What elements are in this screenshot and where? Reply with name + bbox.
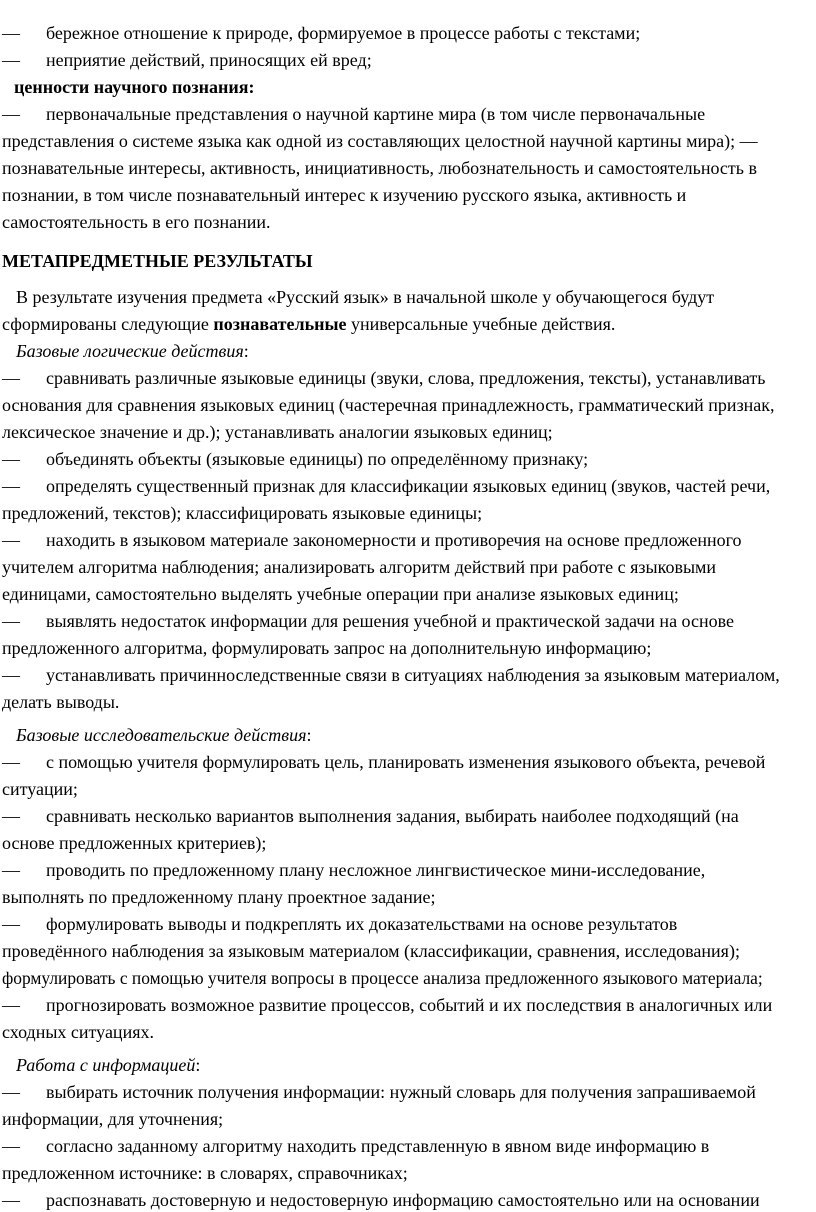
dash: —: [2, 104, 20, 124]
text-line: сходных ситуациях.: [2, 1022, 154, 1042]
dash: —: [2, 752, 20, 772]
list-item-text: прогнозировать возможное развитие процессов, событий и их последствия в аналогичных или: [46, 995, 773, 1015]
dash: —: [2, 914, 20, 934]
list-item: [2, 913, 677, 935]
dash: —: [2, 530, 20, 550]
list-item-text: неприятие действий, приносящих ей вред;: [46, 50, 372, 70]
text-line: основания для сравнения языковых единиц (частеречная принадлежность, грамматический признак,: [2, 395, 775, 415]
subsection-title: [16, 1054, 200, 1076]
list-item-text: сравнивать различные языковые единицы (звуки, слова, предложения, тексты), устанавливать: [46, 368, 766, 388]
text-line: основе предложенных критериев);: [2, 833, 267, 853]
dash: —: [2, 1082, 20, 1102]
list-item-text: первоначальные представления о научной картине мира (в том числе первоначальные: [46, 104, 706, 124]
list-item: [2, 1081, 756, 1103]
text: сформированы следующие: [2, 314, 214, 334]
list-item-text: определять существенный признак для классификации языковых единиц (звуков, частей речи,: [46, 476, 771, 496]
paragraph-line: [2, 313, 615, 335]
text: универсальные учебные действия.: [346, 314, 616, 334]
list-item: [2, 367, 765, 389]
list-item: [2, 751, 765, 773]
italic-text: Базовые исследовательские действия: [16, 725, 307, 745]
list-item-text: согласно заданному алгоритму находить представленную в явном виде информацию в: [46, 1136, 710, 1156]
bold-text: познавательные: [213, 314, 347, 334]
text-line: учителем алгоритма наблюдения; анализировать алгоритм действий при работе с языковыми: [2, 557, 717, 577]
list-item: [2, 475, 770, 497]
list-item: [2, 1135, 709, 1157]
list-item: [2, 664, 780, 686]
text-line: познавательные интересы, активность, инициативность, любознательность и самостоятельность в: [2, 158, 757, 178]
text-line: [2, 130, 758, 152]
dash: —: [2, 476, 20, 496]
dash: —: [2, 1190, 20, 1210]
subsection-title: [16, 724, 312, 746]
list-item: [2, 1189, 760, 1211]
text-line: познании, в том числе познавательный интерес к изучению русского языка, активность и: [2, 185, 687, 205]
dash: —: [2, 611, 20, 631]
list-item: [2, 805, 739, 827]
text-line: делать выводы.: [2, 692, 120, 712]
dash: —: [2, 665, 20, 685]
dash: —: [2, 806, 20, 826]
text: :: [243, 341, 249, 361]
text-line: выполнять по предложенному плану проектное задание;: [2, 887, 436, 907]
list-item-text: объединять объекты (языковые единицы) по определённому признаку;: [46, 449, 589, 469]
subsection-title: [16, 340, 249, 362]
section-heading: МЕТАПРЕДМЕТНЫЕ РЕЗУЛЬТАТЫ: [2, 251, 313, 271]
list-item: [2, 22, 640, 44]
list-item: [2, 859, 705, 881]
dash: —: [2, 23, 20, 43]
text: :: [306, 725, 312, 745]
list-item: [2, 448, 588, 470]
italic-text: Базовые логические действия: [16, 341, 244, 361]
list-item-text: выявлять недостаток информации для решения учебной и практической задачи на основе: [46, 611, 735, 631]
text: :: [195, 1055, 201, 1075]
list-item: [2, 529, 742, 551]
text-line: формулировать с помощью учителя вопросы в процессе анализа предложенного языкового материала;: [2, 968, 763, 988]
text-line: предложенном источнике: в словарях, справочниках;: [2, 1163, 408, 1183]
text-line: предложенного алгоритма, формулировать запрос на дополнительную информацию;: [2, 638, 652, 658]
list-item-text: формулировать выводы и подкреплять их доказательствами на основе результатов: [46, 914, 678, 934]
list-item-text: находить в языковом материале закономерности и противоречия на основе предложенного: [46, 530, 742, 550]
text-line: предложений, текстов); классифицировать языковые единицы;: [2, 503, 483, 523]
paragraph-line: В результате изучения предмета «Русский язык» в начальной школе у обучающегося будут: [16, 287, 715, 307]
list-item: [2, 49, 372, 71]
text-line: проведённого наблюдения за языковым материалом (классификации, сравнения, исследования);: [2, 941, 740, 961]
text-line: информации, для уточнения;: [2, 1109, 224, 1129]
list-item-text: с помощью учителя формулировать цель, планировать изменения языкового объекта, речевой: [46, 752, 766, 772]
text-line: самостоятельность в его познании.: [2, 212, 271, 232]
text-line: единицами, самостоятельно выделять учебные операции при анализе языковых единиц;: [2, 584, 679, 604]
dash: —: [2, 995, 20, 1015]
list-item: [2, 994, 772, 1016]
dash: —: [2, 368, 20, 388]
dash: —: [739, 131, 758, 151]
text: представления о системе языка как одной из составляющих целостной научной картины мира);: [2, 131, 736, 151]
italic-text: Работа с информацией: [16, 1055, 196, 1075]
text-line: ситуации;: [2, 779, 78, 799]
list-item-text: сравнивать несколько вариантов выполнения задания, выбирать наиболее подходящий (на: [46, 806, 739, 826]
list-item: [2, 103, 705, 125]
dash: —: [2, 1136, 20, 1156]
list-item-text: бережное отношение к природе, формируемое в процессе работы с текстами;: [46, 23, 641, 43]
dash: —: [2, 449, 20, 469]
list-item-text: распознавать достоверную и недостоверную информацию самостоятельно или на основании: [46, 1190, 760, 1210]
list-item-text: проводить по предложенному плану несложное лингвистическое мини-исследование,: [46, 860, 706, 880]
text-line: лексическое значение и др.); устанавливать аналогии языковых единиц;: [2, 422, 553, 442]
dash: —: [2, 860, 20, 880]
list-item-text: устанавливать причинноследственные связи в ситуациях наблюдения за языковым материалом,: [46, 665, 780, 685]
list-item-text: выбирать источник получения информации: нужный словарь для получения запрашиваемой: [46, 1082, 756, 1102]
subheading: ценности научного познания:: [14, 77, 255, 97]
dash: —: [2, 50, 20, 70]
list-item: [2, 610, 734, 632]
